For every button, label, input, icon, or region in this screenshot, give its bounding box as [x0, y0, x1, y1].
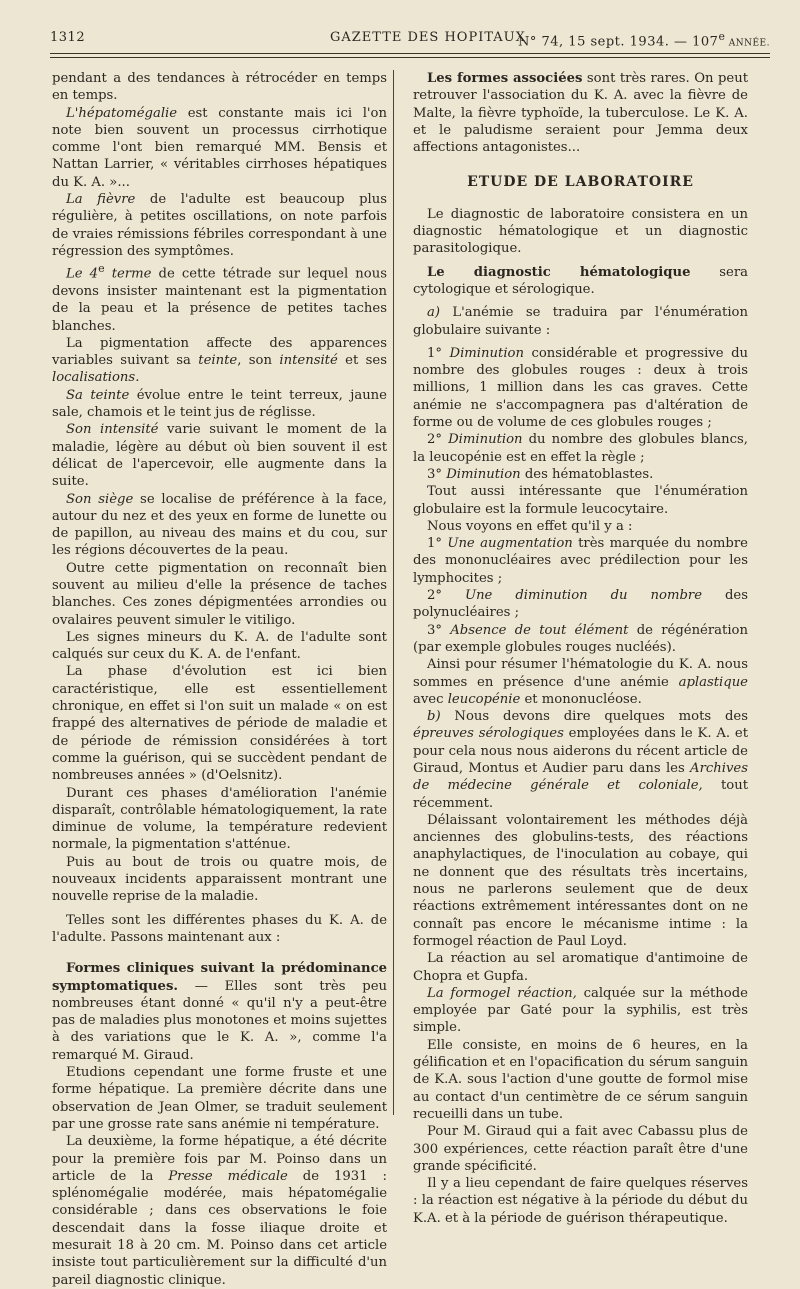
- paragraph: L'hépatomégalie est constante mais ici l'on note bien souvent un processus cirrhotique comme l'ont bien remarqué MM. Bensis et Nattan Larrier, « véritables cirrhoses hépatiques du K. A. »...: [52, 105, 387, 190]
- paragraph: Formes cliniques suivant la prédominance symptomatiques. — Elles sont très peu nombreuses étant donné « qu'il n'y a peut-être pas de maladies plus monotones et moins sujettes à des variations que le K. A. », comme l'a remarqué M. Giraud.: [52, 961, 387, 1063]
- paragraph: 3° Diminution des hématoblastes.: [427, 466, 654, 482]
- page-header: [50, 30, 770, 50]
- paragraph: Pour M. Giraud qui a fait avec Cabassu plus de 300 expériences, cette réaction paraît être d'une grande spécificité.: [413, 1124, 748, 1174]
- paragraph: Durant ces phases d'amélioration l'anémie disparaît, contrôlable hématologiquement, la rate diminue de volume, la température redevient normale, la pigmentation s'atténue.: [52, 785, 387, 853]
- paragraph: Il y a lieu cependant de faire quelques réserves : la réaction est négative à la période du début du K.A. et à la période de guérison thérapeutique.: [413, 1176, 748, 1226]
- paragraph: La phase d'évolution est ici bien caractéristique, elle est essentiellement chronique, en effet si l'on suit un malade « on est frappé des alternatives de période de maladie et de période de rémission considérées à tort comme la guérison, qui se succèdent pendant de nombreuses années » (d'Oelsnitz).: [52, 664, 387, 784]
- paragraph: 1° Diminution considérable et progressive du nombre des globules rouges : deux à trois millions, 1 million dans les cas graves. Cette anémie ne s'accompagnera pas d'altération de forme ou de volume de ces globules rouges ;: [413, 345, 748, 431]
- paragraph: 2° Une diminution du nombre des polynucléaires ;: [413, 588, 748, 621]
- paragraph: Tout aussi intéressante que l'énumération globulaire est la formule leucocytaire.: [413, 484, 748, 517]
- paragraph: 2° Diminution du nombre des globules blancs, la leucopénie est en effet la règle ;: [413, 432, 748, 465]
- paragraph: La formogel réaction, calquée sur la méthode employée par Gaté pour la syphilis, est très simple.: [413, 985, 748, 1036]
- paragraph: b) Nous devons dire quelques mots des épreuves sérologiques employées dans le K. A. et pour cela nous nous aiderons du récent article de Giraud, Montus et Audier paru dans les Archives de médecine générale et coloniale, tout récemment.: [413, 709, 748, 811]
- journal-title: GAZETTE DES HOPITAUX: [330, 30, 526, 45]
- paragraph: Délaissant volontairement les méthodes déjà anciennes des globulins-tests, des réactions anaphylactiques, de l'inoculation au cobaye, qui ne donnent que des résultats très incertains, nous ne parlerons seulement que de deux réactions extrêmement intéressantes dont on ne connaît pas encore le mécanisme intime : la formogel réaction de Paul Loyd.: [413, 812, 748, 949]
- issue-info: N° 74, 15 sept. 1934. — 107e ANNÉE.: [517, 30, 770, 50]
- paragraph: Les signes mineurs du K. A. de l'adulte sont calqués sur ceux du K. A. de l'enfant.: [52, 629, 387, 663]
- paragraph: Les formes associées sont très rares. On peut retrouver l'association du K. A. avec la fièvre de Malte, la fièvre typhoïde, la tuberculose. Le K. A. et le paludisme seraient pour Jemma deux affections antagonistes...: [413, 71, 749, 156]
- left-column: [52, 70, 387, 1289]
- paragraph: 1° Une augmentation très marquée du nombre des mononucléaires avec prédilection pour les lymphocites ;: [413, 536, 748, 586]
- paragraph: La deuxième, la forme hépatique, a été décrite pour la première fois par M. Poinso dans un article de la Presse médicale de 1931 : splénomégalie modérée, mais hépatomégalie considérable ; dans ces observations le foie descendait dans la fosse iliaque droite et mesurait 18 à 20 cm. M. Poinso dans cet article insiste tout particulièrement sur la difficulté d'un pareil diagnostic clinique.: [52, 1134, 387, 1288]
- paragraph: Outre cette pigmentation on reconnaît bien souvent au milieu d'elle la présence de taches blanches. Ces zones dépigmentées arrondies ou ovalaires peuvent simuler le vitiligo.: [52, 560, 387, 628]
- paragraph: a) L'anémie se traduira par l'énumération globulaire suivante :: [413, 305, 748, 338]
- paragraph: La pigmentation affecte des apparences variables suivant sa teinte, son intensité et ses localisations.: [52, 335, 388, 386]
- column-divider: [393, 70, 394, 1115]
- paragraph: La réaction au sel aromatique d'antimoine de Chopra et Gupfa.: [413, 951, 748, 984]
- paragraph: Nous voyons en effet qu'il y a :: [427, 518, 633, 534]
- header-rule-thin: [50, 57, 770, 58]
- paragraph: Elle consiste, en moins de 6 heures, en la gélification et en l'opacification du sérum sanguin de K.A. sous l'action d'une goutte de formol mise au contact d'un centimètre de ce sérum sanguin recueilli dans un tube.: [413, 1037, 748, 1122]
- paragraph: Le 4e terme de cette tétrade sur lequel nous devons insister maintenant est la pigmentation de la peau et la présence de petites taches blanches.: [52, 262, 388, 334]
- paragraph: Ainsi pour résumer l'hématologie du K. A. nous sommes en présence d'une anémie aplastique avec leucopénie et mononucléose.: [413, 657, 748, 707]
- page-number: 1312: [50, 30, 86, 45]
- right-column: [413, 70, 748, 1227]
- paragraph: pendant a des tendances à rétrocéder en temps en temps.: [52, 71, 387, 104]
- paragraph: Etudions cependant une forme fruste et une forme hépatique. La première décrite dans une observation de Jean Olmer, se traduit seulement par une grosse rate sans anémie ni température.: [52, 1065, 387, 1132]
- section-heading: ETUDE DE LABORATOIRE: [467, 174, 694, 191]
- paragraph: Son intensité varie suivant le moment de la maladie, légère au début où bien souvent il est délicat de l'apercevoir, elle augmente dans la suite.: [52, 422, 387, 490]
- paragraph: La fièvre de l'adulte est beaucoup plus régulière, à petites oscillations, on note parfois de vraies rémissions fébriles correspondant à une régression des symptômes.: [52, 192, 387, 259]
- paragraph: Sa teinte évolue entre le teint terreux, jaune sale, chamois et le teint jus de réglisse.: [52, 387, 387, 421]
- paragraph: Le diagnostic hématologique sera cytologique et sérologique.: [413, 264, 748, 297]
- paragraph: Telles sont les différentes phases du K. A. de l'adulte. Passons maintenant aux :: [52, 912, 387, 945]
- paragraph: Le diagnostic de laboratoire consistera en un diagnostic hématologique et un diagnostic parasitologique.: [413, 206, 748, 257]
- header-rule: [50, 53, 770, 54]
- paragraph: 3° Absence de tout élément de régénération (par exemple globules rouges nucléés).: [413, 622, 748, 655]
- paragraph: Son siège se localise de préférence à la face, autour du nez et des yeux en forme de lunette ou de papillon, au niveau des mains et du cou, sur les régions découvertes de la peau.: [52, 491, 387, 559]
- paragraph: Puis au bout de trois ou quatre mois, de nouveaux incidents apparaissent montrant une nouvelle reprise de la maladie.: [52, 854, 387, 905]
